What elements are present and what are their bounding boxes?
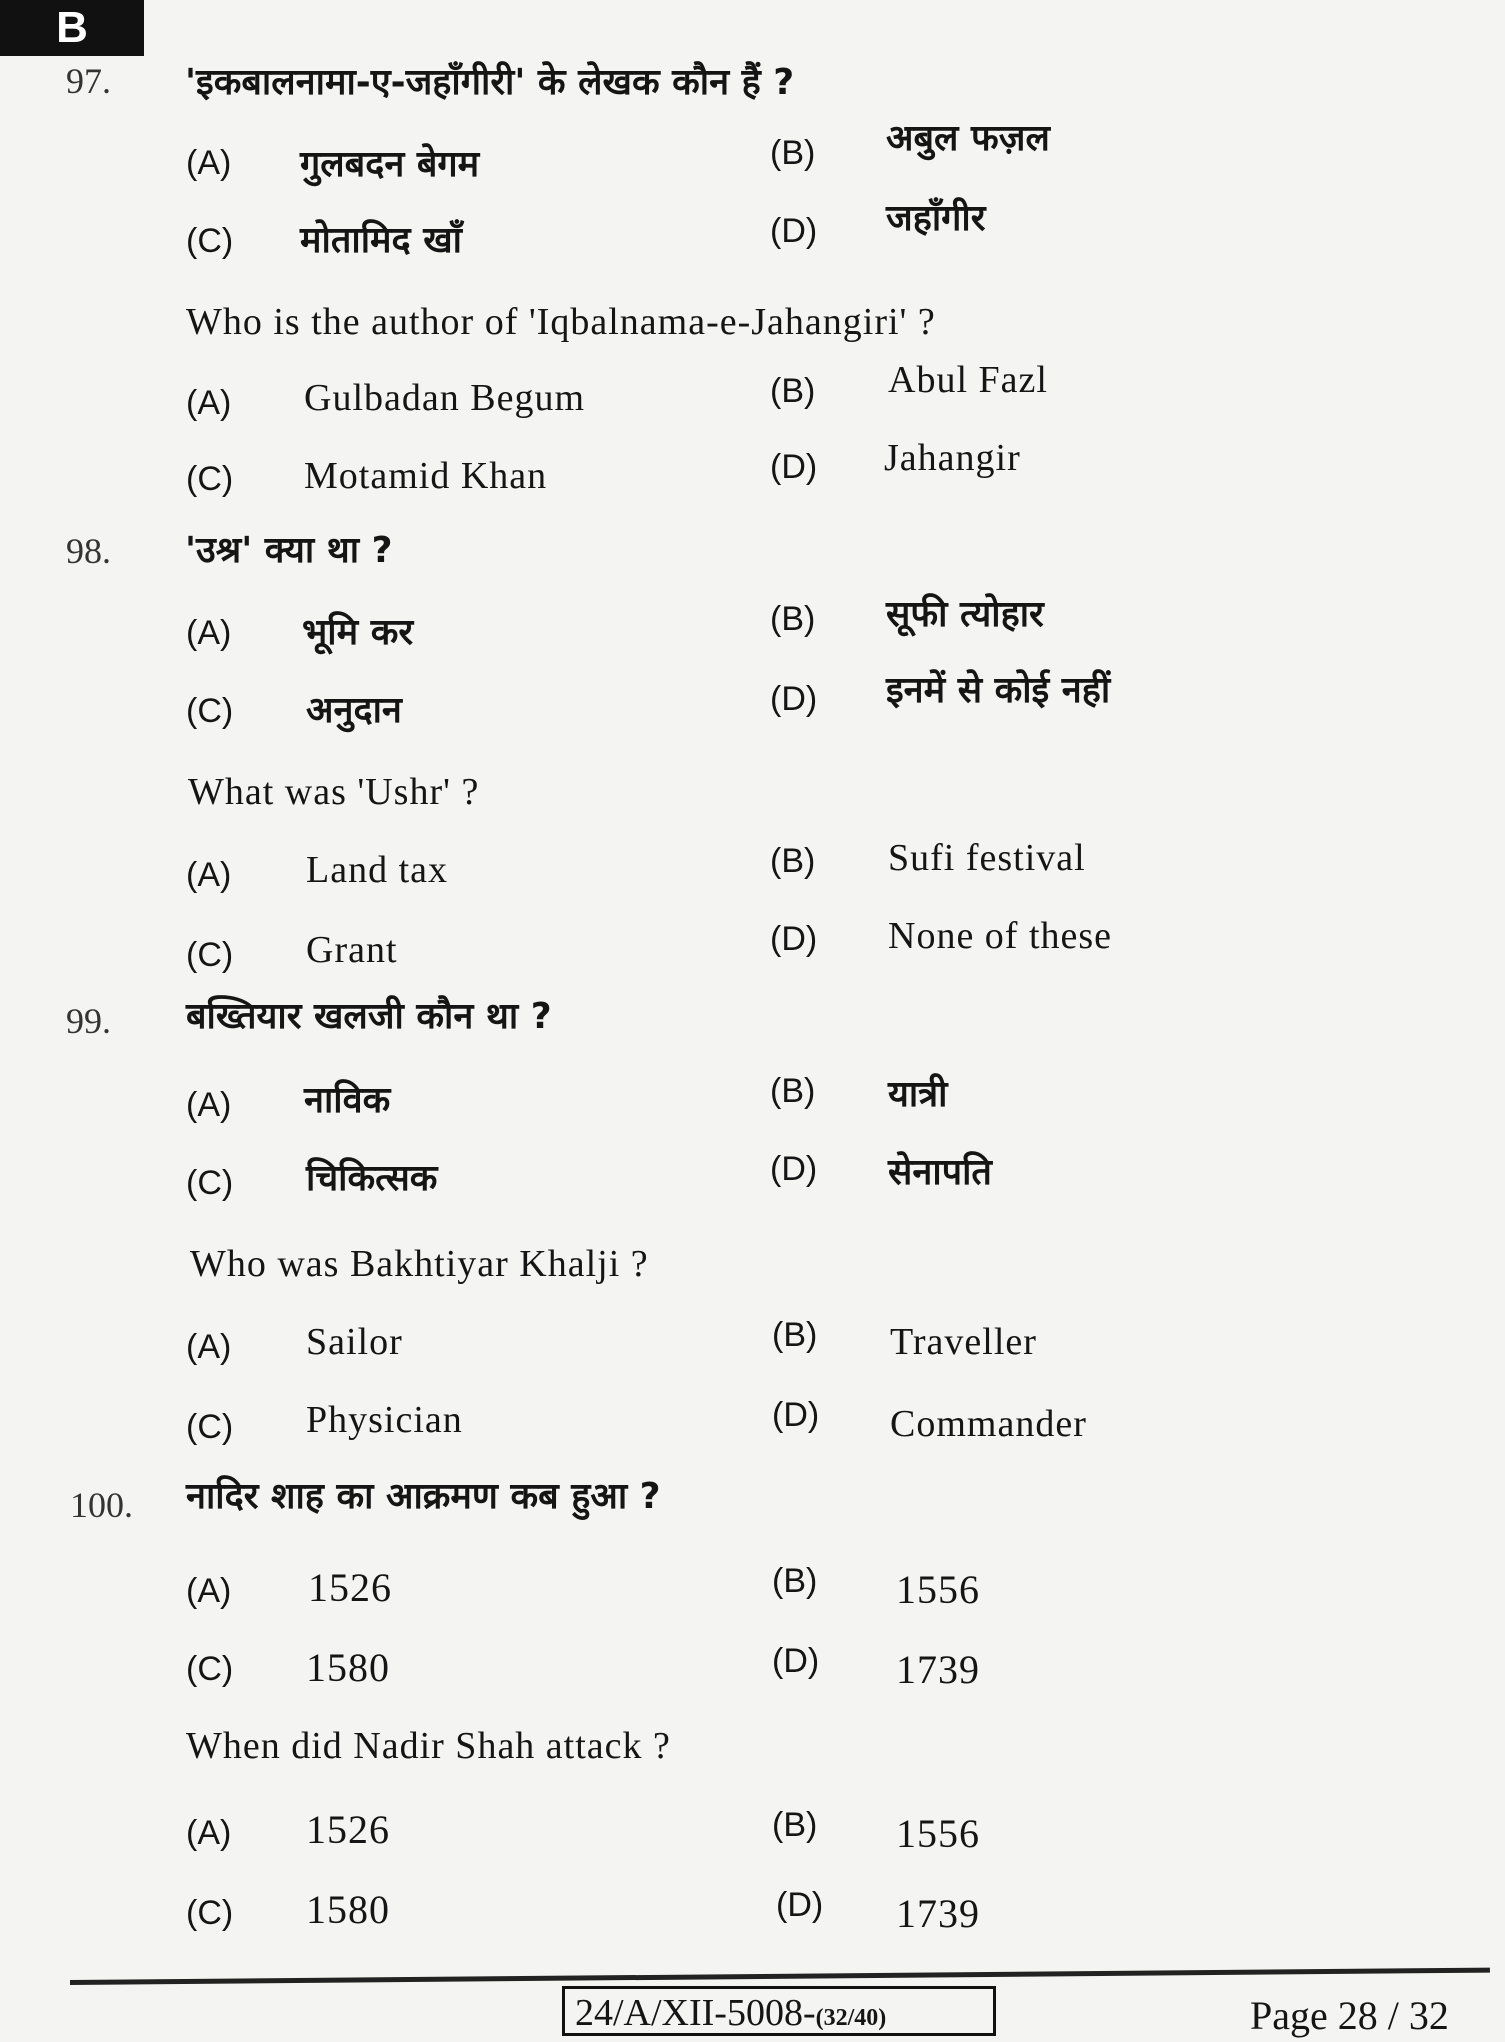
option-b-english: Abul Fazl — [888, 359, 1048, 401]
option-label-d: (D) — [770, 448, 818, 486]
question-english: Who was Bakhtiyar Khalji ? — [190, 1243, 649, 1285]
option-label-c: (C) — [186, 692, 234, 730]
option-a-english: 1526 — [306, 1807, 390, 1852]
question-hindi: बख्तियार खलजी कौन था ? — [186, 996, 552, 1037]
question-number: 97. — [66, 61, 111, 101]
option-label-c: (C) — [186, 1408, 234, 1446]
option-label-a: (A) — [186, 1328, 232, 1366]
option-label-b: (B) — [772, 1316, 818, 1354]
option-a-hindi: नाविक — [304, 1080, 391, 1121]
option-label-c: (C) — [186, 1650, 234, 1688]
option-d-hindi: जहाँगीर — [886, 198, 986, 239]
option-label-d: (D) — [770, 920, 818, 958]
question-english: Who is the author of 'Iqbalnama-e-Jahangiri' ? — [186, 301, 936, 343]
option-label-a: (A) — [186, 856, 232, 894]
option-d-english: Jahangir — [884, 437, 1021, 479]
option-label-d: (D) — [776, 1886, 824, 1924]
option-b-english: Traveller — [890, 1321, 1037, 1363]
option-d-hindi: इनमें से कोई नहीं — [886, 670, 1111, 711]
question-hindi: 'उश्र' क्या था ? — [185, 530, 393, 571]
option-label-c: (C) — [186, 460, 234, 498]
paper-code-main: 24/A/XII-5008- — [575, 1992, 816, 2034]
question-english: When did Nadir Shah attack ? — [186, 1725, 671, 1767]
paper-code-sheet: (32/40) — [815, 2005, 887, 2031]
option-b-english: 1556 — [896, 1811, 980, 1856]
option-b-hindi: अबुल फज़ल — [886, 118, 1050, 159]
option-c-hindi: अनुदान — [306, 690, 402, 731]
option-label-a: (A) — [186, 1572, 232, 1610]
option-a-hindi: गुलबदन बेगम — [300, 144, 480, 185]
page-number: Page 28 / 32 — [1250, 1993, 1449, 2038]
paper-code — [562, 1986, 996, 2036]
option-d-english: None of these — [888, 915, 1113, 957]
option-label-c: (C) — [186, 936, 234, 974]
option-d-hindi: सेनापति — [888, 1152, 992, 1193]
option-b-hindi: यात्री — [888, 1074, 948, 1115]
option-label-b: (B) — [770, 600, 816, 638]
option-label-d: (D) — [772, 1396, 820, 1434]
option-b-hindi: 1556 — [896, 1567, 980, 1612]
option-label-b: (B) — [770, 134, 816, 172]
set-badge: B — [0, 0, 144, 56]
option-label-a: (A) — [186, 1086, 232, 1124]
question-number: 99. — [66, 1001, 111, 1041]
option-c-english: 1580 — [306, 1887, 390, 1932]
option-c-english: Physician — [306, 1399, 463, 1441]
option-a-english: Sailor — [306, 1321, 403, 1363]
option-label-b: (B) — [772, 1562, 818, 1600]
option-c-english: Motamid Khan — [304, 455, 548, 497]
option-c-hindi: चिकित्सक — [306, 1158, 438, 1199]
option-label-d: (D) — [770, 212, 818, 250]
option-label-a: (A) — [186, 614, 232, 652]
option-b-hindi: सूफी त्योहार — [886, 594, 1044, 635]
option-a-hindi: 1526 — [308, 1565, 392, 1610]
option-label-a: (A) — [186, 1814, 232, 1852]
option-c-hindi: मोतामिद खाँ — [300, 220, 462, 261]
option-label-d: (D) — [770, 680, 818, 718]
option-label-d: (D) — [772, 1642, 820, 1680]
option-a-english: Gulbadan Begum — [304, 377, 586, 419]
option-label-b: (B) — [770, 842, 816, 880]
option-a-english: Land tax — [306, 849, 449, 891]
option-a-hindi: भूमि कर — [302, 612, 414, 653]
footer-rule — [70, 1968, 1490, 1985]
question-english: What was 'Ushr' ? — [188, 771, 480, 813]
option-d-hindi: 1739 — [896, 1647, 980, 1692]
option-label-b: (B) — [770, 372, 816, 410]
option-label-a: (A) — [186, 384, 232, 422]
option-c-english: Grant — [306, 929, 398, 971]
option-d-english: Commander — [890, 1403, 1087, 1445]
question-hindi: नादिर शाह का आक्रमण कब हुआ ? — [186, 1476, 661, 1517]
option-label-a: (A) — [186, 144, 232, 182]
question-number: 98. — [66, 531, 111, 571]
option-c-hindi: 1580 — [306, 1645, 390, 1690]
option-d-english: 1739 — [896, 1891, 980, 1936]
option-label-c: (C) — [186, 1894, 234, 1932]
option-label-b: (B) — [772, 1806, 818, 1844]
option-label-c: (C) — [186, 222, 234, 260]
option-label-b: (B) — [770, 1072, 816, 1110]
option-label-d: (D) — [770, 1150, 818, 1188]
question-number: 100. — [70, 1485, 133, 1525]
option-label-c: (C) — [186, 1164, 234, 1202]
question-hindi: 'इकबालनामा-ए-जहाँगीरी' के लेखक कौन हैं ? — [185, 62, 795, 103]
option-b-english: Sufi festival — [888, 837, 1086, 879]
